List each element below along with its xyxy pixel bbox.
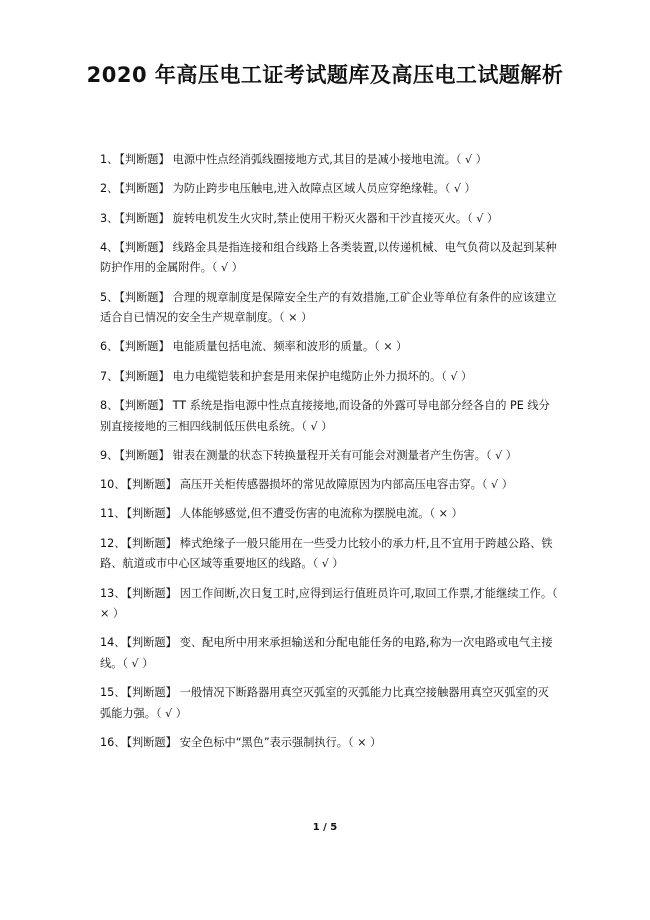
question-answer: （ × ）	[429, 507, 463, 521]
question-number: 13、	[100, 586, 126, 600]
question-number: 10、	[100, 478, 126, 492]
question-text: 电能质量包括电流、频率和波形的质量。	[172, 340, 375, 354]
question-type-tag: 【判断题】	[126, 735, 177, 749]
question-text: 棒式绝缘子一般只能用在一些受力比较小的承力杆,且不宜用于跨越公路、铁路、航道或市中心区域等重要地区的线路。	[100, 536, 553, 571]
question-answer: （ × ）	[374, 340, 408, 354]
question-number: 7、	[100, 369, 119, 383]
question-text: TT 系统是指电源中性点直接接地,而设备的外露可导电部分经各自的 PE 线分别直接接地的三相四线制低压供电系统。	[100, 399, 550, 433]
question-type-tag: 【判断题】	[119, 182, 170, 196]
question-number: 6、	[100, 340, 119, 354]
question-item	[100, 367, 558, 388]
question-text: 电源中性点经消弧线圈接地方式,其目的是减小接地电流。	[172, 153, 456, 166]
question-text: 钳表在测量的状态下转换量程开关有可能会对测量者产生伤害。	[172, 448, 486, 462]
question-item	[100, 446, 558, 467]
question-answer: （ √ ）	[122, 656, 154, 670]
question-answer: （ √ ）	[455, 153, 487, 166]
question-answer: （ × ）	[100, 586, 558, 621]
question-answer: （ √ ）	[301, 419, 333, 433]
question-answer: （ √ ）	[155, 706, 187, 720]
question-number: 16、	[100, 735, 126, 749]
question-item	[100, 337, 558, 358]
question-answer: （ √ ）	[444, 182, 476, 196]
question-text: 一般情况下断路器用真空灭弧室的灭弧能力比真空接触器用真空灭弧室的灭弧能力强。	[100, 686, 549, 720]
question-answer: （ × ）	[348, 735, 382, 749]
question-type-tag: 【判断题】	[126, 586, 177, 600]
question-text: 安全色标中“黑色”表示强制执行。	[179, 735, 348, 749]
question-list	[100, 150, 558, 762]
question-item	[100, 633, 558, 674]
question-item	[100, 396, 558, 437]
question-text: 为防止跨步电压触电,进入故障点区域人员应穿绝缘鞋。	[172, 182, 445, 196]
question-number: 2、	[100, 182, 119, 196]
question-text: 线路金具是指连接和组合线路上各类装置,以传递机械、电气负荷以及起到某种防护作用的金属附件。	[100, 240, 557, 275]
question-type-tag: 【判断题】	[119, 340, 170, 354]
question-answer: （ √ ）	[481, 478, 513, 492]
question-item	[100, 683, 558, 724]
question-type-tag: 【判断题】	[119, 448, 170, 462]
question-type-tag: 【判断题】	[119, 211, 170, 225]
question-type-tag: 【判断题】	[119, 399, 170, 413]
question-answer: （ √ ）	[441, 369, 473, 383]
question-type-tag: 【判断题】	[126, 478, 177, 492]
question-text: 因工作间断,次日复工时,应得到运行值班员许可,取回工作票,才能继续工作。	[179, 586, 553, 600]
question-item	[100, 475, 558, 496]
question-type-tag: 【判断题】	[119, 153, 170, 166]
question-number: 9、	[100, 448, 119, 462]
question-number: 4、	[100, 240, 119, 254]
question-answer: （ √ ）	[467, 211, 499, 225]
question-number: 3、	[100, 211, 119, 225]
question-number: 11、	[100, 507, 126, 521]
question-item	[100, 179, 558, 200]
question-item	[100, 150, 558, 171]
question-item	[100, 733, 558, 754]
question-type-tag: 【判断题】	[119, 290, 170, 304]
question-answer: （ √ ）	[312, 557, 344, 571]
question-type-tag: 【判断题】	[119, 369, 170, 383]
question-text: 高压开关柜传感器损坏的常见故障原因为内部高压电容击穿。	[179, 478, 482, 492]
question-text: 合理的规章制度是保障安全生产的有效措施,工矿企业等单位有条件的应该建立适合自已情况的安全生产规章制度。	[100, 290, 557, 325]
question-number: 5、	[100, 290, 119, 304]
question-item	[100, 209, 558, 230]
question-answer: （ √ ）	[211, 261, 243, 275]
question-item	[100, 584, 558, 625]
question-text: 旋转电机发生火灾时,禁止使用干粉灭火器和干沙直接灭火。	[172, 211, 468, 225]
question-item	[100, 238, 558, 279]
question-number: 1、	[100, 153, 119, 166]
question-number: 14、	[100, 636, 126, 650]
document-title: 2020 年高压电工证考试题库及高压电工试题解析	[86, 63, 564, 87]
question-item	[100, 504, 558, 525]
question-answer: （ √ ）	[485, 448, 517, 462]
question-type-tag: 【判断题】	[126, 686, 177, 700]
question-text: 电力电缆铠装和护套是用来保护电缆防止外力损坏的。	[172, 369, 442, 383]
question-type-tag: 【判断题】	[126, 636, 177, 650]
question-item	[100, 534, 558, 575]
question-item	[100, 288, 558, 329]
question-number: 12、	[100, 536, 126, 550]
question-type-tag: 【判断题】	[126, 536, 177, 550]
page-indicator: 1 / 5	[312, 822, 338, 833]
question-text: 变、配电所中用来承担输送和分配电能任务的电路,称为一次电路或电气主接线。	[100, 636, 553, 670]
question-number: 8、	[100, 399, 119, 413]
question-number: 15、	[100, 686, 126, 700]
question-type-tag: 【判断题】	[119, 240, 170, 254]
question-answer: （ × ）	[279, 311, 313, 325]
question-type-tag: 【判断题】	[126, 507, 177, 521]
question-text: 人体能够感觉,但不遭受伤害的电流称为摆脱电流。	[179, 507, 430, 521]
